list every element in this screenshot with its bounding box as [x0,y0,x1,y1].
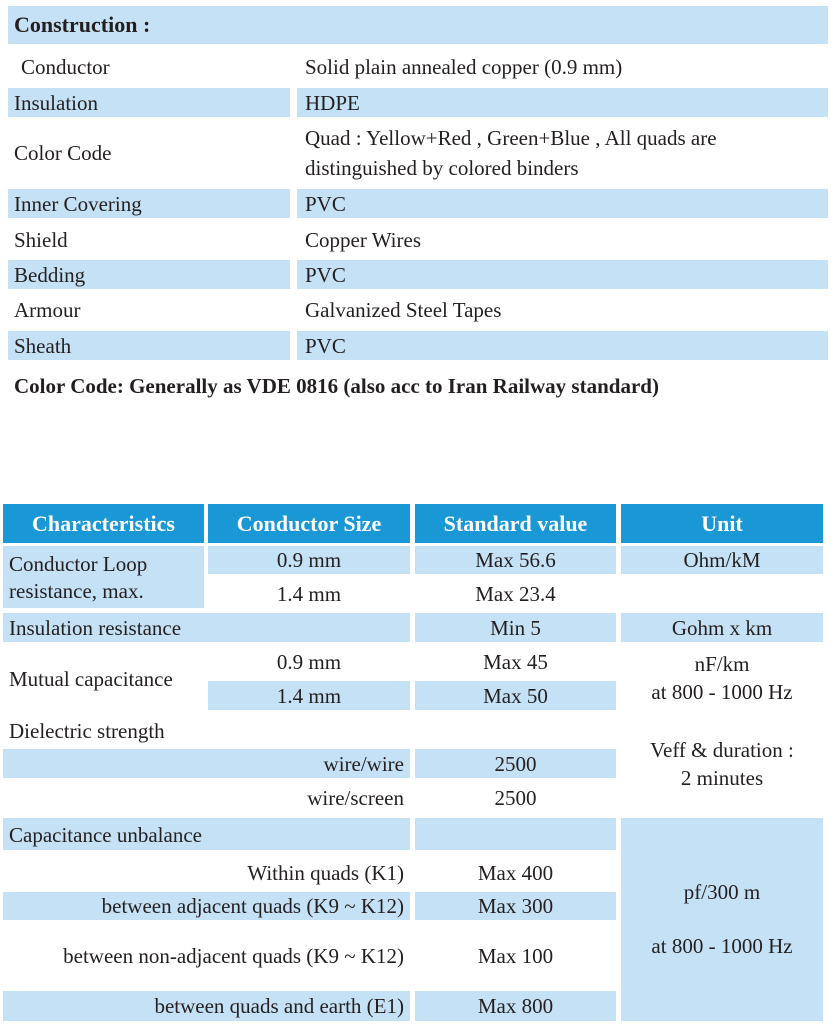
unbalance-row-label: between quads and earth (E1) [154,994,404,1018]
mutual-label: Mutual capacitance [9,667,173,691]
loop-size-2: 1.4 mm [276,582,342,606]
dielectric-unit-line1: Veff & duration : [650,738,794,762]
header-characteristics: Characteristics [3,504,204,543]
construction-label-sheath: Sheath [14,334,72,358]
unbalance-row-value: Max 300 [477,894,554,918]
dielectric-value-1: 2500 [494,752,537,776]
header-conductor-size: Conductor Size [208,504,410,543]
unbalance-row-label: between non-adjacent quads (K9 ~ K12) [63,944,404,968]
construction-value-sheath: PVC [305,334,346,358]
unbalance-row-value: Max 100 [477,944,554,968]
construction-label-color-code: Color Code [14,141,112,165]
unbalance-label: Capacitance unbalance [9,823,202,847]
loop-value-2: Max 23.4 [475,582,556,606]
construction-value-armour: Galvanized Steel Tapes [305,298,502,322]
mutual-value-1: Max 45 [483,650,548,674]
dielectric-value-2: 2500 [494,786,537,810]
dielectric-sub-1: wire/wire [323,752,404,776]
construction-value-inner-covering: PVC [305,192,346,216]
unbalance-unit-line1: pf/300 m [683,880,761,904]
construction-value-color-code-line2: distinguished by colored binders [305,156,579,180]
loop-unit: Ohm/kM [683,548,761,572]
construction-row-band [297,88,828,117]
header-unit: Unit [621,504,823,543]
loop-value-1: Max 56.6 [475,548,556,572]
dielectric-unit-line2: 2 minutes [680,766,764,790]
mutual-size-1: 0.9 mm [276,650,342,674]
dielectric-sub-2: wire/screen [307,786,404,810]
construction-value-conductor: Solid plain annealed copper (0.9 mm) [305,55,623,79]
mutual-size-2: 1.4 mm [276,684,342,708]
construction-label-bedding: Bedding [14,263,86,287]
construction-row-band [297,189,828,218]
loop-label-line2: resistance, max. [9,579,144,603]
construction-value-color-code-line1: Quad : Yellow+Red , Green+Blue , All quads are [305,126,717,150]
construction-value-shield: Copper Wires [305,228,421,252]
unbalance-header-band [415,818,616,850]
unbalance-row-label: between adjacent quads (K9 ~ K12) [101,894,404,918]
insulation-label: Insulation resistance [9,616,182,640]
construction-label-conductor: Conductor [21,55,110,79]
unbalance-row-value: Max 400 [477,861,554,885]
loop-label-line1: Conductor Loop [9,552,148,576]
construction-row-band [297,331,828,360]
construction-label-armour: Armour [14,298,81,322]
unbalance-unit-band [621,818,823,1021]
construction-row-band [297,260,828,289]
insulation-unit: Gohm x km [671,616,773,640]
construction-value-insulation: HDPE [305,91,360,115]
mutual-unit-line1: nF/km [694,652,750,676]
mutual-value-2: Max 50 [483,684,548,708]
header-standard-value: Standard value [415,504,616,543]
construction-label-inner-covering: Inner Covering [14,192,142,216]
construction-value-bedding: PVC [305,263,346,287]
insulation-value: Min 5 [490,616,541,640]
dielectric-label: Dielectric strength [9,719,165,743]
construction-label-insulation: Insulation [14,91,98,115]
color-code-note: Color Code: Generally as VDE 0816 (also acc to Iran Railway standard) [14,374,659,398]
unbalance-row-value: Max 800 [477,994,554,1018]
loop-size-1: 0.9 mm [276,548,342,572]
unbalance-row-label: Within quads (K1) [247,861,404,885]
mutual-unit-line2: at 800 - 1000 Hz [651,680,793,704]
construction-title: Construction : [14,12,151,37]
unbalance-unit-line2: at 800 - 1000 Hz [651,934,793,958]
construction-label-shield: Shield [14,228,68,252]
